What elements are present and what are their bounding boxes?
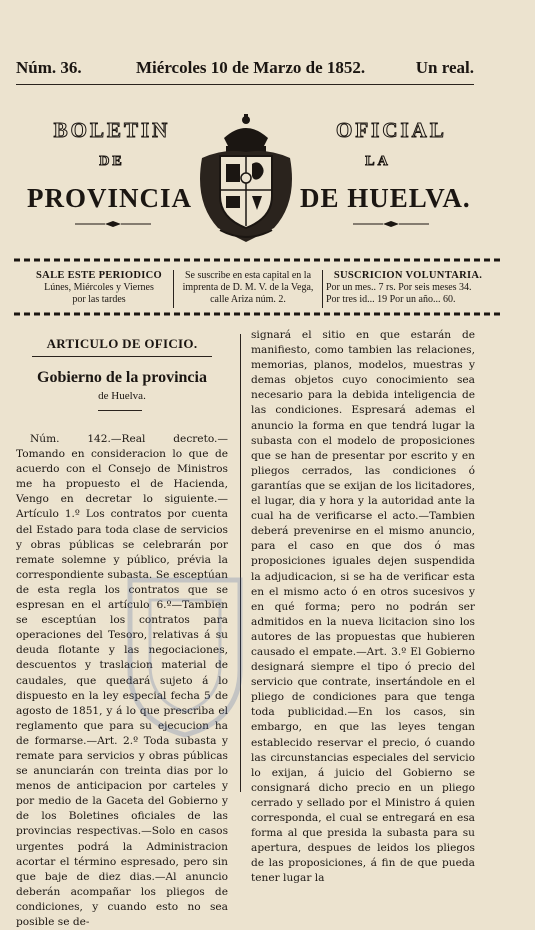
section-title: ARTICULO DE OFICIO. [46,336,198,351]
issue-number: Núm. 36. [16,58,82,77]
issue-header [16,58,474,82]
section-rule [32,356,212,357]
library-stamp-icon [120,560,250,740]
article-text-right: signará el sitio en que estarán de manifiesto, como tambien las relaciones, memorias, planos, modelos, muestras y demas objetos cuyo conocimiento sea necesario para la debida inteligencia de las condiciones. Espresará ademas el anuncio la forma en que tendrá lugar la subasta con el modelo de proposiciones que se han de presentar por escrito y en pliegos cerrados, las condiciones ó garantías que se exijan de los licitadores, el lugar, dia y hora y la autoridad ante la cual ha de verificarse el acto.—Tambien deberá prevenirse en el mismo anuncio, para el caso en que dos ó mas proposiciones iguales dejen suspendida la adjudicacion, si se ha de verificar esta en el mismo acto ó en otros sucesivos y en qué forma; pero no podrán ser admitidos en la nueva licitacion sino los autores de las propuestas que hubieren causado el empate.—Art. 3.º El Gobierno designará siempre el tipo ó precio del servicio que contrate, insertándole en el pliego de condiciones para que tenga toda publicidad.—En los casos, sin embargo, en que las leyes tengan establecido reservar el precio, ó cuando las circunstancias especiales del servicio lo exijan, á juicio del Gobierno se consignará dicho precio en un pliego cerrado y sellado por el Ministro á quien corresponda, el cual se entregará en esa forma al que presida la subasta para su apertura, despues de leidos los pliegos de las proposiciones, á fin de que pueda tener lugar la [251,329,475,885]
government-subtitle: de Huelva. [98,390,146,402]
issue-date: Miércoles 10 de Marzo de 1852. [136,58,366,77]
government-title: Gobierno de la provincia [37,369,207,386]
subscription-place: Se suscribe en esta capital en la imprenta de D. M. V. de la Vega, calle Ariza núm. 2. [182,270,314,305]
article-column-right [251,328,475,886]
rate-row: Por tres id... 19 Por un año... 60. [326,294,456,305]
masthead-oficial: OFICIAL [336,118,447,142]
title-rule [98,410,142,411]
strip-top-border [14,256,502,264]
subscription-title: SUSCRICION VOLUNTARIA. [333,270,483,281]
rate-row: Por un mes.. 7 rs. Por seis meses 34. [326,282,472,293]
ornament-left-icon [75,221,151,227]
masthead-de: DE [99,154,125,169]
issue-price: Un real. [415,58,474,77]
subscription-strip [14,256,502,324]
masthead-la: LA [365,154,391,169]
masthead-boletin: BOLETIN [53,118,171,142]
royal-coat-of-arms-icon [192,112,300,244]
periodicity-days: Lúnes, Miércoles y Viernes [44,282,154,293]
strip-bottom-border [14,310,502,318]
strip-divider [173,270,175,308]
subscription-rates [326,270,490,306]
strip-divider [322,270,324,308]
article-text-left: Núm. 142.—Real decreto.—Tomando en consideracion lo que de acuerdo con el Consejo de Ministros me ha propuesto el de Hacienda, Vengo en decretar lo siguiente.—Artículo 1.º Los contratos por cuenta del Estado para toda clase de servicios y obras públicas se celebrarán por remate solemne y público, prévia la correspondiente subasta. Se esceptúan de esta regla los contratos que se espresan en el artículo 6.º—Tambien se esceptúan los contratos para operaciones del Tesoro, relativas á su deuda flotante y las negociaciones, descuentos y traslacion material de caudales, que quedará sujeto á lo dispuesto en la ley especial fecha 5 de agosto de 1851, y á lo que prescriba el reglamento que para su ejecucion ha de formarse.—Art. 2.º Toda subasta y remate para servicios y obras públicas se anunciarán con treinta dias por lo menos de anticipacion por carteles y por medio de la Gaceta del Gobierno y de los Boletines oficiales de las provincias respectivas.—Solo en casos urgentes podrá la Administracion acortar el término espresado, pero sin que baje de diez dias.—Al anuncio deberán acompañar los pliegos de condiciones, y cuando esto no sea posible se de- [16,433,228,928]
header-rule [16,84,474,85]
periodicity-block [30,270,168,306]
ornament-right-icon [353,221,429,227]
masthead-provincia: PROVINCIA [27,183,193,213]
periodicity-title: SALE ESTE PERIODICO [36,270,162,281]
periodicity-time: por las tardes [72,294,126,305]
masthead-de-huelva: DE HUELVA. [300,183,471,213]
